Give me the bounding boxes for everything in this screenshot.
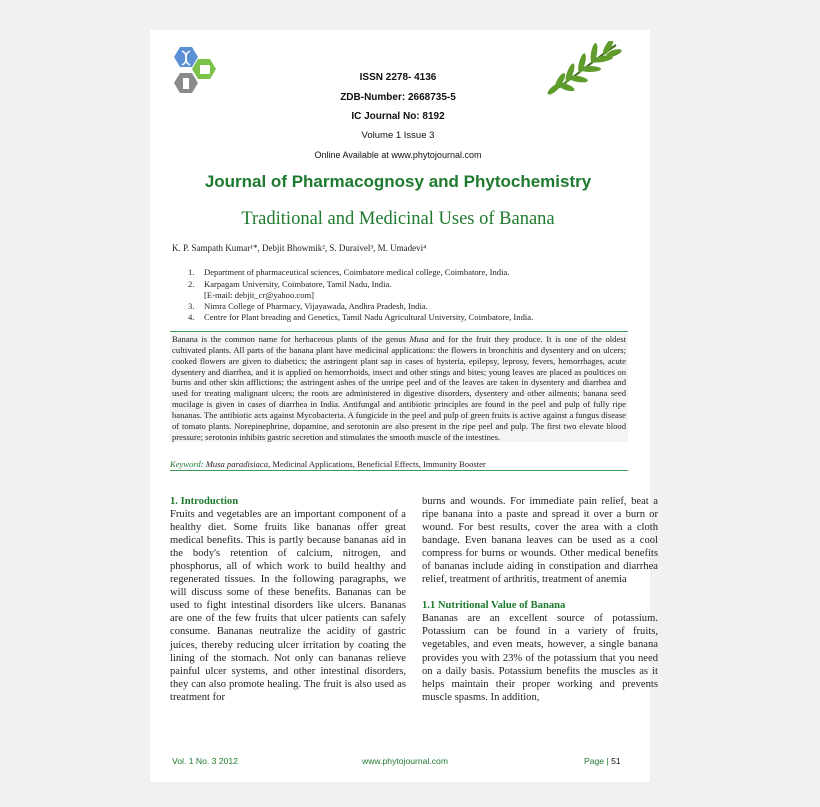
affiliation-text: Karpagam University, Coimbatore, Tamil Nadu, India.: [204, 279, 392, 289]
affiliation-item: [188, 312, 628, 323]
nutrition-text: Bananas are an excellent source of potassium. Potassium can be found in a variety of fruits, vegetables, and even meats, however, a single banana provides you with 23% of the potassium that you need on a daily basis. Potassium benefits the muscles as it helps maintain their proper working and prevents muscle spasms. In addition,: [422, 613, 658, 703]
journal-name: Journal of Pharmacognosy and Phytochemistry: [204, 172, 592, 191]
abstract-text-start: Banana is the common name for herbaceous plants of the genus: [172, 334, 410, 344]
section-heading-introduction: 1. Introduction: [170, 496, 239, 507]
introduction-text: Fruits and vegetables are an important component of a healthy diet. Some fruits like bananas offer great medical benefits. This is partly because bananas aid in the body's retention of calcium, nitrogen, and phosphorus, all of which work to build healthy and regenerated tissues. In the following paragraphs, we will discuss some of these benefits. Bananas can be used to fight intestinal disorders like ulcers. Bananas are one of the few fruits that ulcer patients can safely consume. Bananas neutralize the acidity of gastric juices, thereby reducing ulcer irritation by coating the lining of the stomach. Not only can bananas relieve painful ulcer systems, and other intestinal disorders, they can also promote healing. The fruit is also used as treatment for: [170, 509, 406, 703]
abstract-genus: Musa: [409, 334, 429, 344]
affiliation-number: 4.: [188, 312, 195, 322]
continued-text: burns and wounds. For immediate pain relief, beat a ripe banana into a paste and spread it over a burn or wound. For best results, cover the area with a cloth bandage. Even banana leaves can be used as a cool compress for burns or wounds. Other medical benefits of bananas include aiding in constipation and diarrhea relief, treatment of arthritis, treatment of anemia: [422, 496, 658, 586]
volume-line: Volume 1 Issue 3: [361, 130, 435, 141]
footer-page: [584, 756, 621, 766]
affiliation-item: [188, 290, 628, 301]
affiliation-text: [E-mail: debjit_cr@yahoo.com]: [204, 290, 315, 300]
footer-page-number: 51: [611, 756, 621, 766]
section-heading-nutrition: 1.1 Nutritional Value of Banana: [422, 600, 566, 612]
affiliation-item: [188, 267, 628, 278]
online-line: Online Available at www.phytojournal.com: [314, 150, 482, 160]
footer-website: www.phytojournal.com: [362, 756, 448, 766]
issn-line: ISSN 2278- 4136: [359, 72, 437, 83]
affiliation-text: Department of pharmaceutical sciences, Coimbatore medical college, Coimbatore, India.: [204, 267, 510, 277]
left-column: [170, 495, 406, 704]
affiliation-number: 1.: [188, 267, 195, 277]
affiliation-text: Nimra College of Pharmacy, Vijayawada, Andhra Pradesh, India.: [204, 301, 428, 311]
affiliation-item: [188, 301, 628, 312]
article-title: Traditional and Medicinal Uses of Banana: [241, 209, 555, 229]
ic-journal-line: IC Journal No: 8192: [351, 111, 445, 122]
right-column: [422, 495, 658, 704]
abstract-text-rest: and for the fruit they produce. It is one of the oldest cultivated plants. All parts of the banana plant have medicinal applications: the flowers in bronchitis and dysentery and on ulcers; cooked flowers are given to diabetics; the astringent plant sap in cases of hysteria, epilepsy, leprosy, fevers, hemorrhages, acute dysentery and diarrhea, and it is applied on hemorrhoids, insect and other stings and bites; young leaves are placed as poultices on burns and other skin afflictions; the astringent ashes of the unripe peel and of the leaves are taken in dysentery and diarrhea and used for treating malignant ulcers; the roots are administered in digestive disorders, dysentery and other ailments; banana seed mucilage is given in cases of diarrhea in India. Antifungal and antibiotic principles are found in the peel and pulp of fully ripe bananas. The antibiotic acts against Mycobacteria. A fungicide in the peel and pulp of green fruits is active against a fungus disease of tomato plants. Norepinephrine, dopamine, and serotonin are also present in the ripe peel and pulp. The first two elevate blood pressure; serotonin inhibits gastric secretion and stimulates the smooth muscle of the intestines.: [172, 334, 626, 442]
zdb-line: ZDB-Number: 2668735-5: [340, 92, 456, 103]
abstract: [170, 334, 628, 442]
leaf-branch-icon: [540, 41, 622, 97]
affiliation-number: 3.: [188, 301, 195, 311]
footer-volume: Vol. 1 No. 3 2012: [172, 756, 238, 766]
keyword-label: Keyword:: [170, 459, 204, 469]
affiliation-text: Centre for Plant breading and Genetics, Tamil Nadu Agricultural University, Coimbatore, India.: [204, 312, 534, 322]
affiliation-number: 2.: [188, 279, 195, 289]
dna-flask-logo-icon: [164, 45, 226, 97]
footer-page-label: Page |: [584, 756, 609, 766]
abstract-bottom-rule: [170, 470, 628, 471]
author-list: K. P. Sampath Kumar¹*, Debjit Bhowmik², S. Duraivel³, M. Umadevi⁴: [172, 243, 427, 253]
keyword-line: [170, 459, 628, 469]
keyword-species: Musa paradisiaca: [205, 459, 269, 469]
keyword-rest: , Medicinal Applications, Beneficial Effects, Immunity Booster: [268, 459, 486, 469]
abstract-top-rule: [170, 331, 628, 332]
affiliation-item: [188, 279, 628, 290]
